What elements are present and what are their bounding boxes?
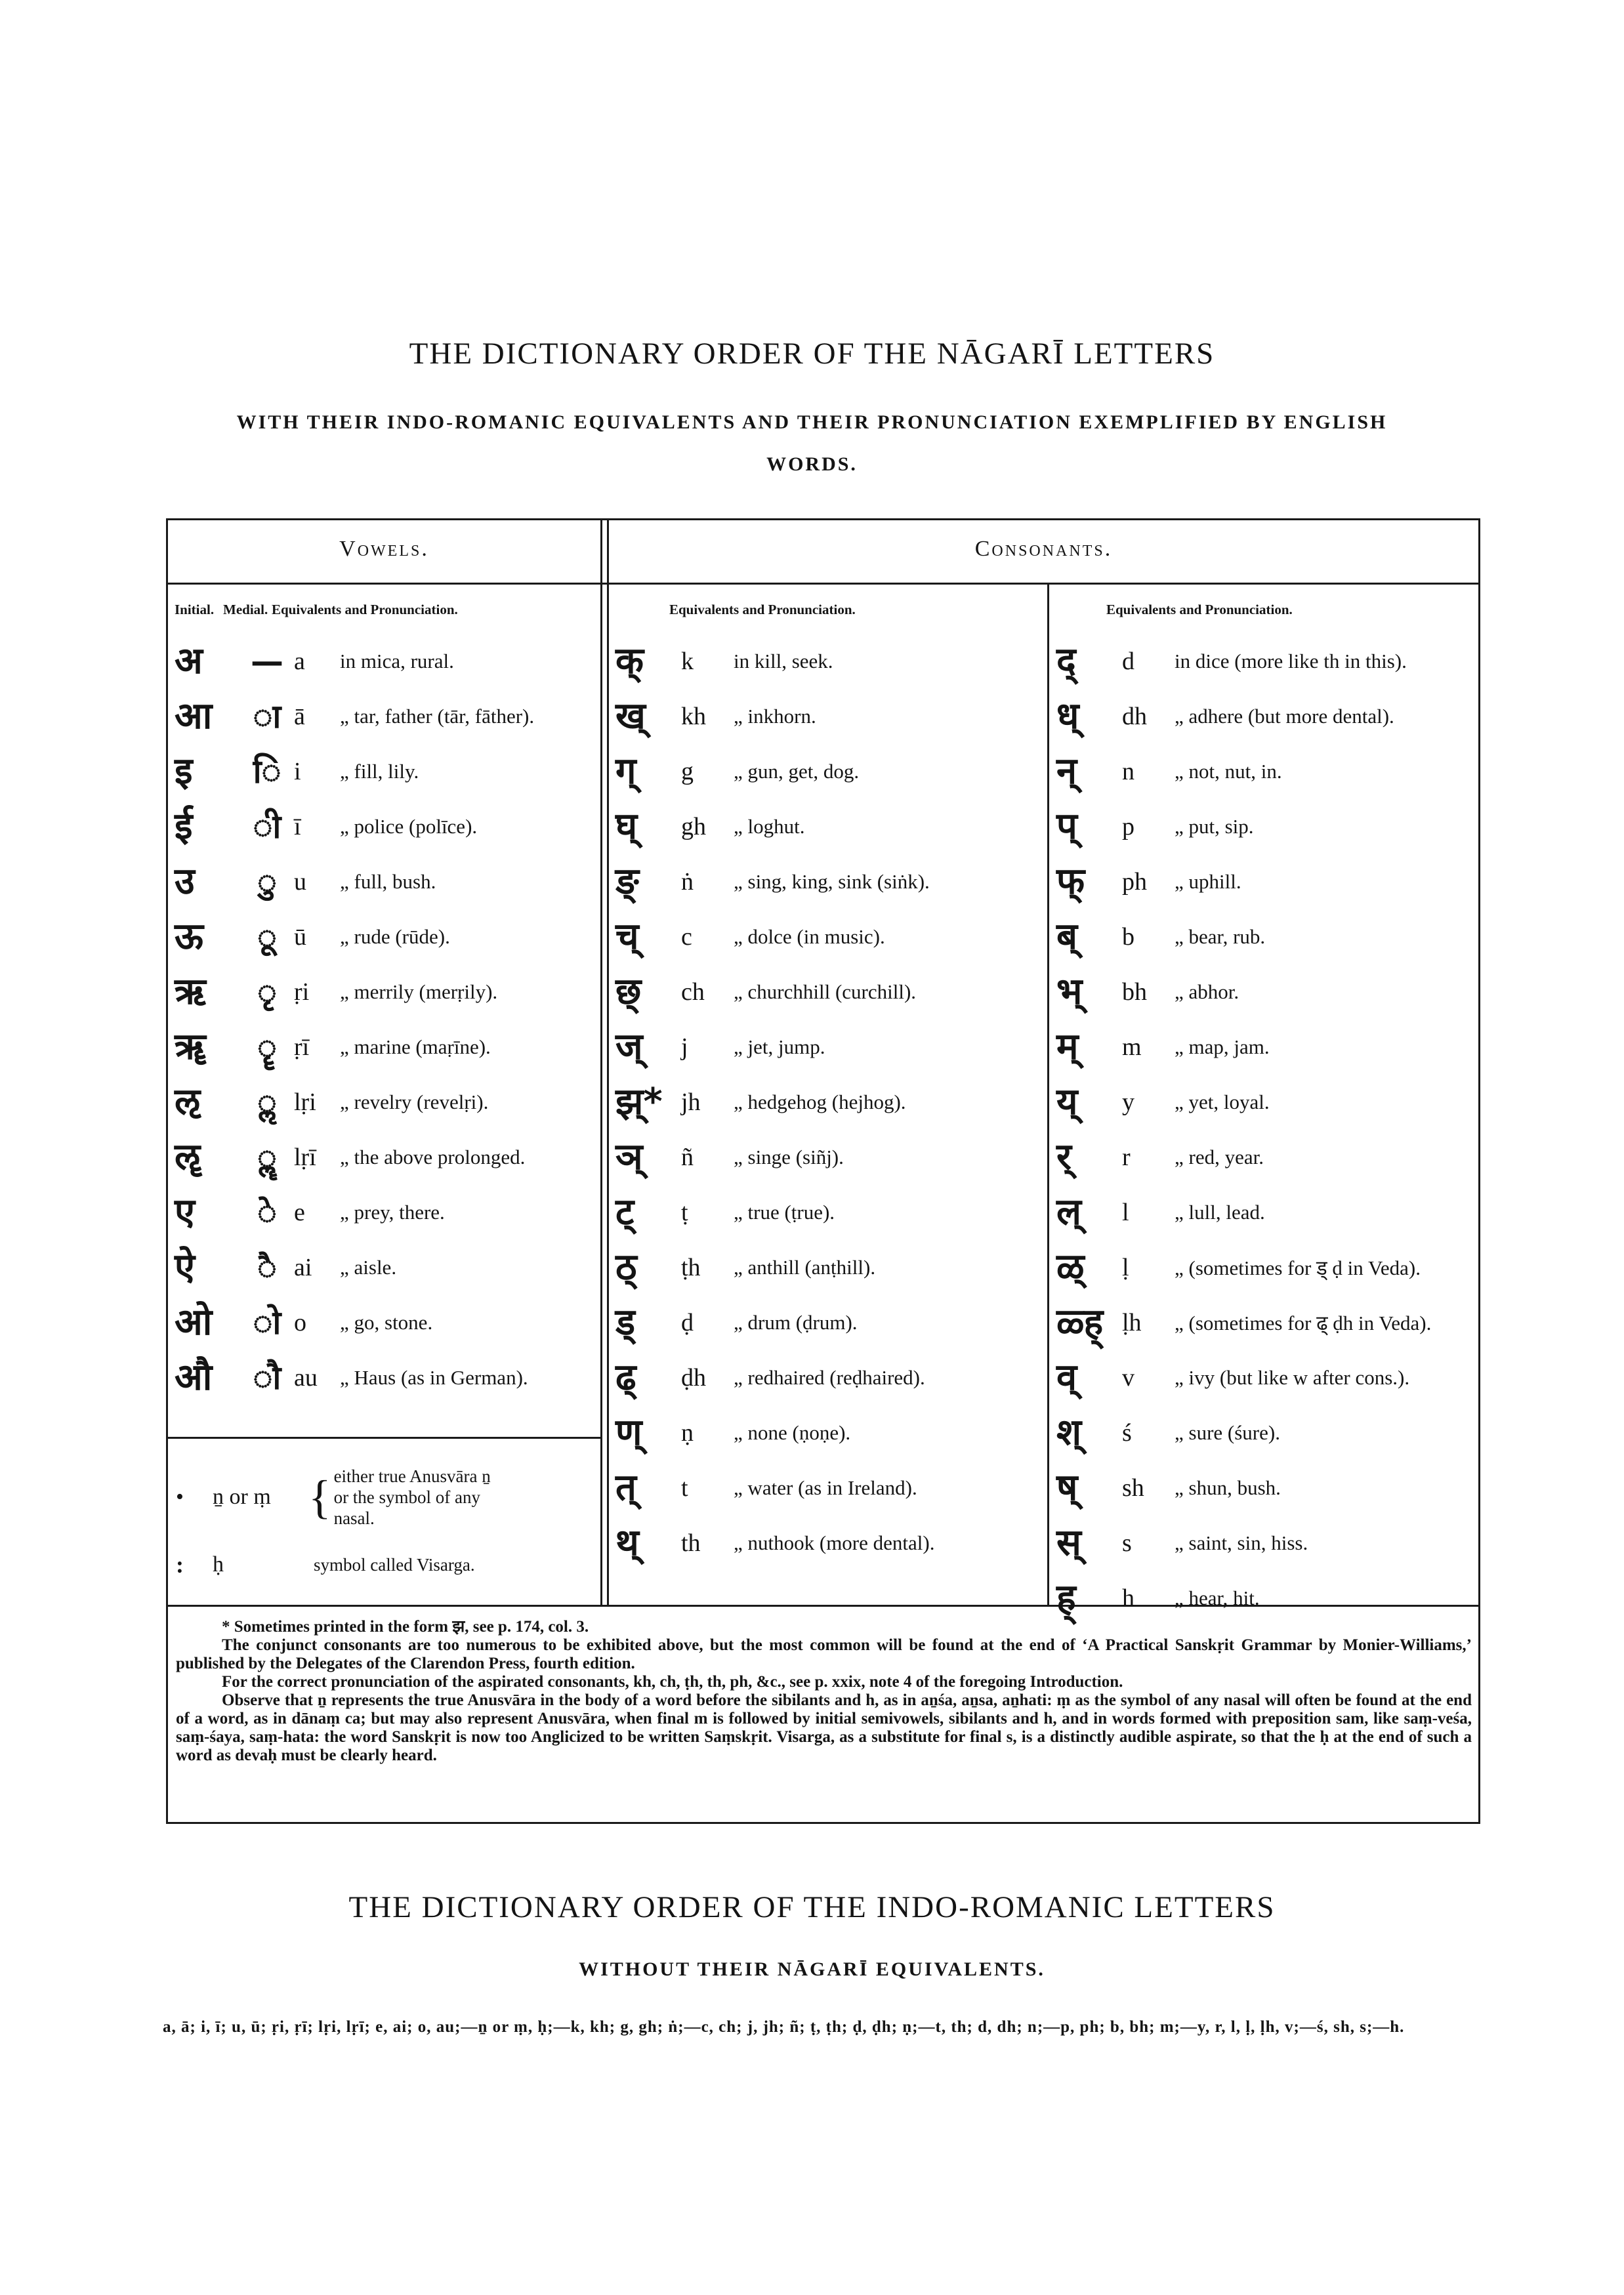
vowel-row [175, 1185, 445, 1240]
vowel-medial: ो [253, 1304, 281, 1342]
consonant-pronunciation: in dice (more like th in this). [1175, 650, 1407, 672]
consonant-roman: r [1122, 1144, 1131, 1171]
vowel-row [175, 1075, 488, 1130]
vowel-medial: े [257, 1193, 277, 1231]
consonant-row [1056, 1516, 1308, 1571]
vowel-roman: ā [294, 703, 305, 730]
consonant-nagari: ळ्ह् [1056, 1301, 1104, 1344]
consonant-roman: h [1122, 1584, 1135, 1612]
consonant-roman: ḍh [681, 1364, 706, 1392]
vowel-medial: ु [257, 863, 277, 901]
note-aspirates: For the correct pronunciation of the aspirated consonants, kh, ch, ṭh, th, ph, &c., see p. xxix, note 4 of the foregoing Introduction. [222, 1673, 1123, 1691]
consonant-roman: s [1122, 1529, 1132, 1557]
consonant-pronunciation: „ saint, sin, hiss. [1175, 1531, 1308, 1554]
col-vowel-equiv: Equivalents and Pronunciation. [272, 602, 458, 617]
col-cons-equiv-right: Equivalents and Pronunciation. [1106, 602, 1293, 617]
consonant-row [1056, 1020, 1270, 1075]
consonant-roman: ṭ [681, 1199, 688, 1226]
consonant-row [1056, 1405, 1280, 1460]
consonant-pronunciation: „ inkhorn. [734, 705, 816, 728]
visarga-row [176, 1542, 475, 1588]
consonant-nagari: य् [1056, 1081, 1078, 1123]
vowel-medial: ॢ [257, 1083, 277, 1121]
consonant-row [615, 909, 885, 964]
vowel-roman: i [294, 758, 301, 785]
vowel-roman: e [294, 1199, 305, 1226]
consonant-roman: ṅ [681, 868, 694, 896]
consonant-row [615, 1130, 844, 1185]
consonant-pronunciation: „ singe (siñj). [734, 1146, 844, 1168]
notes-rule [168, 1605, 1478, 1607]
consonant-row [1056, 1240, 1421, 1295]
consonant-row [1056, 1130, 1264, 1185]
vowel-bottom-rule [168, 1437, 600, 1439]
consonant-nagari: छ् [615, 970, 642, 1013]
vowel-initial: औ [175, 1356, 213, 1399]
consonant-roman: c [681, 923, 692, 951]
consonant-row [615, 1020, 825, 1075]
vowel-row [175, 799, 477, 854]
consonant-pronunciation: „ loghut. [734, 815, 805, 838]
consonant-roman: t [681, 1474, 688, 1502]
consonant-roman: ṇ [681, 1419, 694, 1447]
consonants-heading: Consonants. [974, 537, 1113, 561]
consonant-roman: kh [681, 703, 706, 730]
divider-left [600, 520, 602, 1606]
vowel-initial: उ [175, 860, 195, 903]
vowel-roman: ū [294, 923, 306, 951]
consonant-roman: jh [681, 1088, 701, 1116]
consonant-nagari: ढ् [615, 1356, 636, 1399]
vowel-row [175, 1350, 528, 1405]
consonant-nagari: ट् [615, 1191, 635, 1233]
header-rule [168, 583, 1478, 585]
vowel-medial: ै [257, 1249, 277, 1287]
consonant-nagari: न् [1056, 750, 1077, 793]
consonant-pronunciation: „ ivy (but like w after cons.). [1175, 1366, 1410, 1389]
consonant-nagari: थ् [615, 1521, 639, 1564]
consonant-roman: ñ [681, 1144, 694, 1171]
consonant-row [1056, 1460, 1281, 1516]
vowel-pronunciation: „ full, bush. [340, 870, 436, 893]
vowel-row [175, 909, 450, 964]
consonant-pronunciation: „ water (as in Ireland). [734, 1476, 917, 1499]
vowel-pronunciation: „ go, stone. [340, 1311, 433, 1334]
consonant-roman: j [681, 1033, 688, 1061]
consonant-nagari: झ्* [615, 1081, 663, 1123]
consonant-row [1056, 1075, 1270, 1130]
consonant-nagari: त् [615, 1466, 636, 1509]
vowel-initial: ओ [175, 1301, 213, 1344]
vowel-medial: ॄ [257, 1028, 277, 1066]
vowel-row [175, 634, 454, 689]
consonant-nagari: ख् [615, 695, 646, 737]
consonant-roman: sh [1122, 1474, 1144, 1502]
vowel-pronunciation: „ aisle. [340, 1256, 397, 1279]
vowel-row [175, 1240, 396, 1295]
consonant-roman: ś [1122, 1419, 1132, 1447]
vowel-row [175, 744, 419, 799]
vowel-medial: ी [253, 808, 281, 846]
consonant-row [615, 634, 833, 689]
consonant-nagari: ग् [615, 750, 636, 793]
anusvara-brace: { [308, 1471, 331, 1523]
vowel-roman: lṛi [294, 1088, 316, 1116]
vowel-initial: ई [175, 805, 193, 848]
vowel-row [175, 1295, 432, 1350]
consonant-pronunciation: „ map, jam. [1175, 1035, 1270, 1058]
consonant-pronunciation: „ dolce (in music). [734, 925, 885, 948]
vowel-medial: ू [257, 918, 277, 956]
note-footnote: * Sometimes printed in the form झ, see p. 174, col. 3. [222, 1618, 589, 1636]
consonant-nagari: द् [1056, 640, 1076, 682]
consonant-row [1056, 964, 1239, 1020]
consonant-roman: y [1122, 1088, 1135, 1116]
consonant-nagari: ष् [1056, 1466, 1078, 1509]
consonant-roman: b [1122, 923, 1135, 951]
vowel-medial: ॣ [257, 1138, 277, 1176]
consonant-roman: d [1122, 648, 1135, 675]
consonant-pronunciation: „ true (ṭrue). [734, 1201, 835, 1224]
consonant-pronunciation: „ jet, jump. [734, 1035, 825, 1058]
vowel-pronunciation: „ prey, there. [340, 1201, 445, 1224]
consonant-nagari: ध् [1056, 695, 1079, 737]
consonant-roman: n [1122, 758, 1135, 785]
romanic-order: a, ā; i, ī; u, ū; ṛi, ṛī; lṛi, lṛī; e, ai; o, au;—ṉ or ṃ, ḥ;—k, kh; g, gh; ṅ;—c, ch; j, jh; ñ; ṭ, ṭh; ḍ, ḍh; ṇ;—t, th; d, dh; n;—p, ph; b, bh; m;—y, r, l, ḷ, ḷh, v;—ś, sh, s;—h. [163, 2018, 1405, 2036]
visarga-sign: : [176, 1552, 184, 1578]
consonant-roman: ḷh [1122, 1309, 1142, 1336]
consonant-row [615, 854, 930, 909]
consonant-row [1056, 854, 1241, 909]
consonant-nagari: म् [1056, 1025, 1079, 1068]
consonant-nagari: ण् [615, 1411, 642, 1454]
vowel-initial: ऋ [175, 970, 206, 1013]
consonant-pronunciation: „ abhor. [1175, 980, 1239, 1003]
consonant-nagari: ङ् [615, 860, 639, 903]
consonant-pronunciation: „ gun, get, dog. [734, 760, 860, 783]
vowel-pronunciation: „ police (polīce). [340, 815, 478, 838]
consonant-pronunciation: „ bear, rub. [1175, 925, 1266, 948]
vowel-initial: ऌ [175, 1081, 201, 1123]
consonant-nagari: ठ् [615, 1246, 637, 1289]
consonant-nagari: ञ् [615, 1136, 643, 1178]
consonant-row [1056, 1185, 1265, 1240]
consonant-nagari: ड् [615, 1301, 635, 1344]
consonant-nagari: च् [615, 915, 639, 958]
table-notes [176, 1618, 1472, 1765]
consonant-roman: ph [1122, 868, 1147, 896]
consonant-pronunciation: „ put, sip. [1175, 815, 1254, 838]
consonant-row [1056, 634, 1407, 689]
vowel-roman: ai [294, 1254, 312, 1281]
consonant-row [1056, 689, 1394, 744]
vowel-pronunciation: „ fill, lily. [340, 760, 419, 783]
vowel-medial: — [251, 642, 283, 680]
vowel-initial: ॠ [175, 1025, 206, 1068]
consonant-row [1056, 909, 1265, 964]
vowel-pronunciation: in mica, rural. [340, 650, 454, 672]
consonant-roman: m [1122, 1033, 1142, 1061]
vowel-pronunciation: „ Haus (as in German). [340, 1366, 528, 1389]
consonant-row [615, 1516, 934, 1571]
consonant-roman: dh [1122, 703, 1147, 730]
vowel-initial: ऐ [175, 1246, 195, 1289]
col-initial: Initial. [175, 602, 215, 617]
consonant-pronunciation: „ (sometimes for ढ् ḍh in Veda). [1175, 1312, 1432, 1334]
consonant-row [1056, 799, 1254, 854]
consonant-roman: gh [681, 813, 706, 840]
consonant-roman: th [681, 1529, 701, 1557]
consonant-row [615, 689, 816, 744]
consonant-nagari: प् [1056, 805, 1077, 848]
vowel-initial: ऊ [175, 915, 203, 958]
consonant-pronunciation: „ sure (śure). [1175, 1421, 1280, 1444]
consonant-nagari: ल् [1056, 1191, 1081, 1233]
consonant-nagari: क् [615, 640, 644, 682]
vowel-roman: ṛi [294, 978, 310, 1006]
consonant-roman: bh [1122, 978, 1147, 1006]
anusvara-sign: • [176, 1485, 184, 1509]
vowel-roman: o [294, 1309, 306, 1336]
consonant-row [615, 744, 859, 799]
vowel-row [175, 1020, 491, 1075]
consonant-roman: p [1122, 813, 1135, 840]
consonant-row [1056, 1295, 1431, 1350]
vowel-row [175, 854, 436, 909]
consonant-nagari: ब् [1056, 915, 1077, 958]
consonant-pronunciation: „ hear, hit. [1175, 1586, 1260, 1609]
vowel-pronunciation: „ rude (rūde). [340, 925, 450, 948]
consonant-pronunciation: „ sing, king, sink (siṅk). [734, 870, 930, 893]
consonant-row [615, 799, 805, 854]
consonant-pronunciation: „ nuthook (more dental). [734, 1531, 935, 1554]
page-subtitle: WITH THEIR INDO-ROMANIC EQUIVALENTS AND THEIR PRONUNCIATION EXEMPLIFIED BY ENGLISH WORDS. [236, 411, 1388, 475]
visarga-text: symbol called Visarga. [314, 1554, 475, 1575]
vowel-pronunciation: „ tar, father (tār, fāther). [340, 705, 535, 728]
consonant-pronunciation: „ (sometimes for ड् ḍ in Veda). [1175, 1256, 1421, 1279]
note-anusvara: Observe that ṉ represents the true Anusvāra in the body of a word before the sibilants and h, as in aṉśa, aṉsa, aṉhati: ṃ as the symbol of any nasal will often be found at the end of a word, as in dānaṃ ca; but may also represent Anusvāra, when final m is followed by initial semivowels, sibilants and h, and in words formed with preposition sam, like saṃ-veśa, saṃ-śaya, saṃ-hata: the word Sanskṛit is now too Anglicized to be written Saṃskṛit. Visarga, as a substitute for final s, is a distinctly audible aspirate, so that the ḥ at the end of such a word as devaḥ must be clearly heard. [176, 1691, 1472, 1764]
consonant-roman: g [681, 758, 694, 785]
consonant-roman: ch [681, 978, 705, 1006]
consonant-nagari: फ् [1056, 860, 1085, 903]
consonant-row [615, 1075, 906, 1130]
consonant-nagari: स् [1056, 1521, 1081, 1564]
romanic-subtitle: WITHOUT THEIR NĀGARĪ EQUIVALENTS. [579, 1958, 1045, 1980]
vowel-roman: au [294, 1364, 318, 1392]
vowel-medial: ा [253, 697, 281, 735]
consonant-row [1056, 1350, 1409, 1405]
consonant-pronunciation: „ red, year. [1175, 1146, 1264, 1168]
consonant-pronunciation: in kill, seek. [734, 650, 833, 672]
vowel-initial: अ [175, 640, 203, 682]
vowel-row [175, 1130, 525, 1185]
col-medial: Medial. [223, 602, 268, 617]
consonant-pronunciation: „ none (ṇoṇe). [734, 1421, 851, 1444]
divider-right [607, 520, 609, 1606]
romanic-title: THE DICTIONARY ORDER OF THE INDO-ROMANIC LETTERS [348, 1890, 1276, 1924]
anusvara-row [176, 1458, 491, 1537]
consonant-row [615, 1460, 917, 1516]
vowel-roman: ṛī [294, 1033, 310, 1061]
vowel-roman: lṛī [294, 1144, 316, 1171]
consonant-divider [1047, 583, 1049, 1606]
vowel-initial: ॡ [175, 1136, 201, 1178]
vowel-pronunciation: „ revelry (revelṛi). [340, 1090, 489, 1113]
consonant-roman: l [1122, 1199, 1129, 1226]
anusvara-text: either true Anusvāra ṉ or the symbol of any nasal. [333, 1466, 491, 1528]
consonant-pronunciation: „ adhere (but more dental). [1175, 705, 1394, 728]
page-title: THE DICTIONARY ORDER OF THE NĀGARĪ LETTERS [409, 337, 1215, 371]
note-conjuncts: The conjunct consonants are too numerous to be exhibited above, but the most common will be found at the end of ‘A Practical Sanskṛit Grammar by Monier-Williams,’ published by the Delegates of the Clarendon Press, fourth edition. [176, 1636, 1472, 1672]
vowel-row [175, 689, 534, 744]
vowel-pronunciation: „ merrily (merṛily). [340, 980, 498, 1003]
vowel-medial: ौ [253, 1359, 281, 1397]
consonant-pronunciation: „ shun, bush. [1175, 1476, 1281, 1499]
consonant-roman: ṭh [681, 1254, 701, 1281]
consonant-pronunciation: „ hedgehog (hejhog). [734, 1090, 906, 1113]
consonant-pronunciation: „ churchhill (curchill). [734, 980, 917, 1003]
consonant-pronunciation: „ drum (ḍrum). [734, 1311, 858, 1334]
col-cons-equiv-left: Equivalents and Pronunciation. [669, 602, 856, 617]
consonant-row [615, 964, 916, 1020]
consonant-pronunciation: „ redhaired (reḍhaired). [734, 1366, 925, 1389]
vowels-heading: Vowels. [339, 537, 429, 561]
consonant-pronunciation: „ uphill. [1175, 870, 1241, 893]
consonant-roman: ḍ [681, 1309, 694, 1336]
vowel-medial: ि [253, 753, 281, 791]
consonant-row [615, 1350, 925, 1405]
consonant-nagari: घ् [615, 805, 638, 848]
consonant-row [615, 1405, 850, 1460]
consonant-roman: ḷ [1122, 1254, 1129, 1281]
consonant-row [615, 1295, 858, 1350]
vowel-row [175, 964, 497, 1020]
vowel-initial: इ [175, 750, 193, 793]
consonant-nagari: श् [1056, 1411, 1082, 1454]
vowel-roman: ī [294, 813, 301, 840]
vowel-medial: ृ [257, 973, 277, 1011]
consonant-nagari: व् [1056, 1356, 1077, 1399]
consonant-row [615, 1240, 875, 1295]
anusvara-roman: ṉ or ṃ [213, 1485, 271, 1509]
consonant-row [1056, 744, 1282, 799]
vowel-initial: आ [175, 695, 213, 737]
vowel-pronunciation: „ the above prolonged. [340, 1146, 526, 1168]
consonant-pronunciation: „ not, nut, in. [1175, 760, 1282, 783]
vowel-roman: a [294, 648, 305, 675]
consonant-nagari: र् [1056, 1136, 1072, 1178]
consonant-pronunciation: „ yet, loyal. [1175, 1090, 1270, 1113]
consonant-roman: v [1122, 1364, 1135, 1392]
consonant-nagari: ज् [615, 1025, 643, 1068]
consonant-nagari: भ् [1056, 970, 1083, 1013]
vowel-pronunciation: „ marine (maṛīne). [340, 1035, 491, 1058]
vowel-initial: ए [175, 1191, 195, 1233]
vowel-roman: u [294, 868, 306, 896]
consonant-roman: k [681, 648, 694, 675]
consonant-nagari: ळ् [1056, 1246, 1085, 1289]
consonant-row [615, 1185, 835, 1240]
consonant-nagari: ह् [1056, 1577, 1076, 1619]
consonant-pronunciation: „ anthill (anṭhill). [734, 1256, 876, 1279]
consonant-pronunciation: „ lull, lead. [1175, 1201, 1265, 1224]
visarga-roman: ḥ [213, 1552, 224, 1577]
